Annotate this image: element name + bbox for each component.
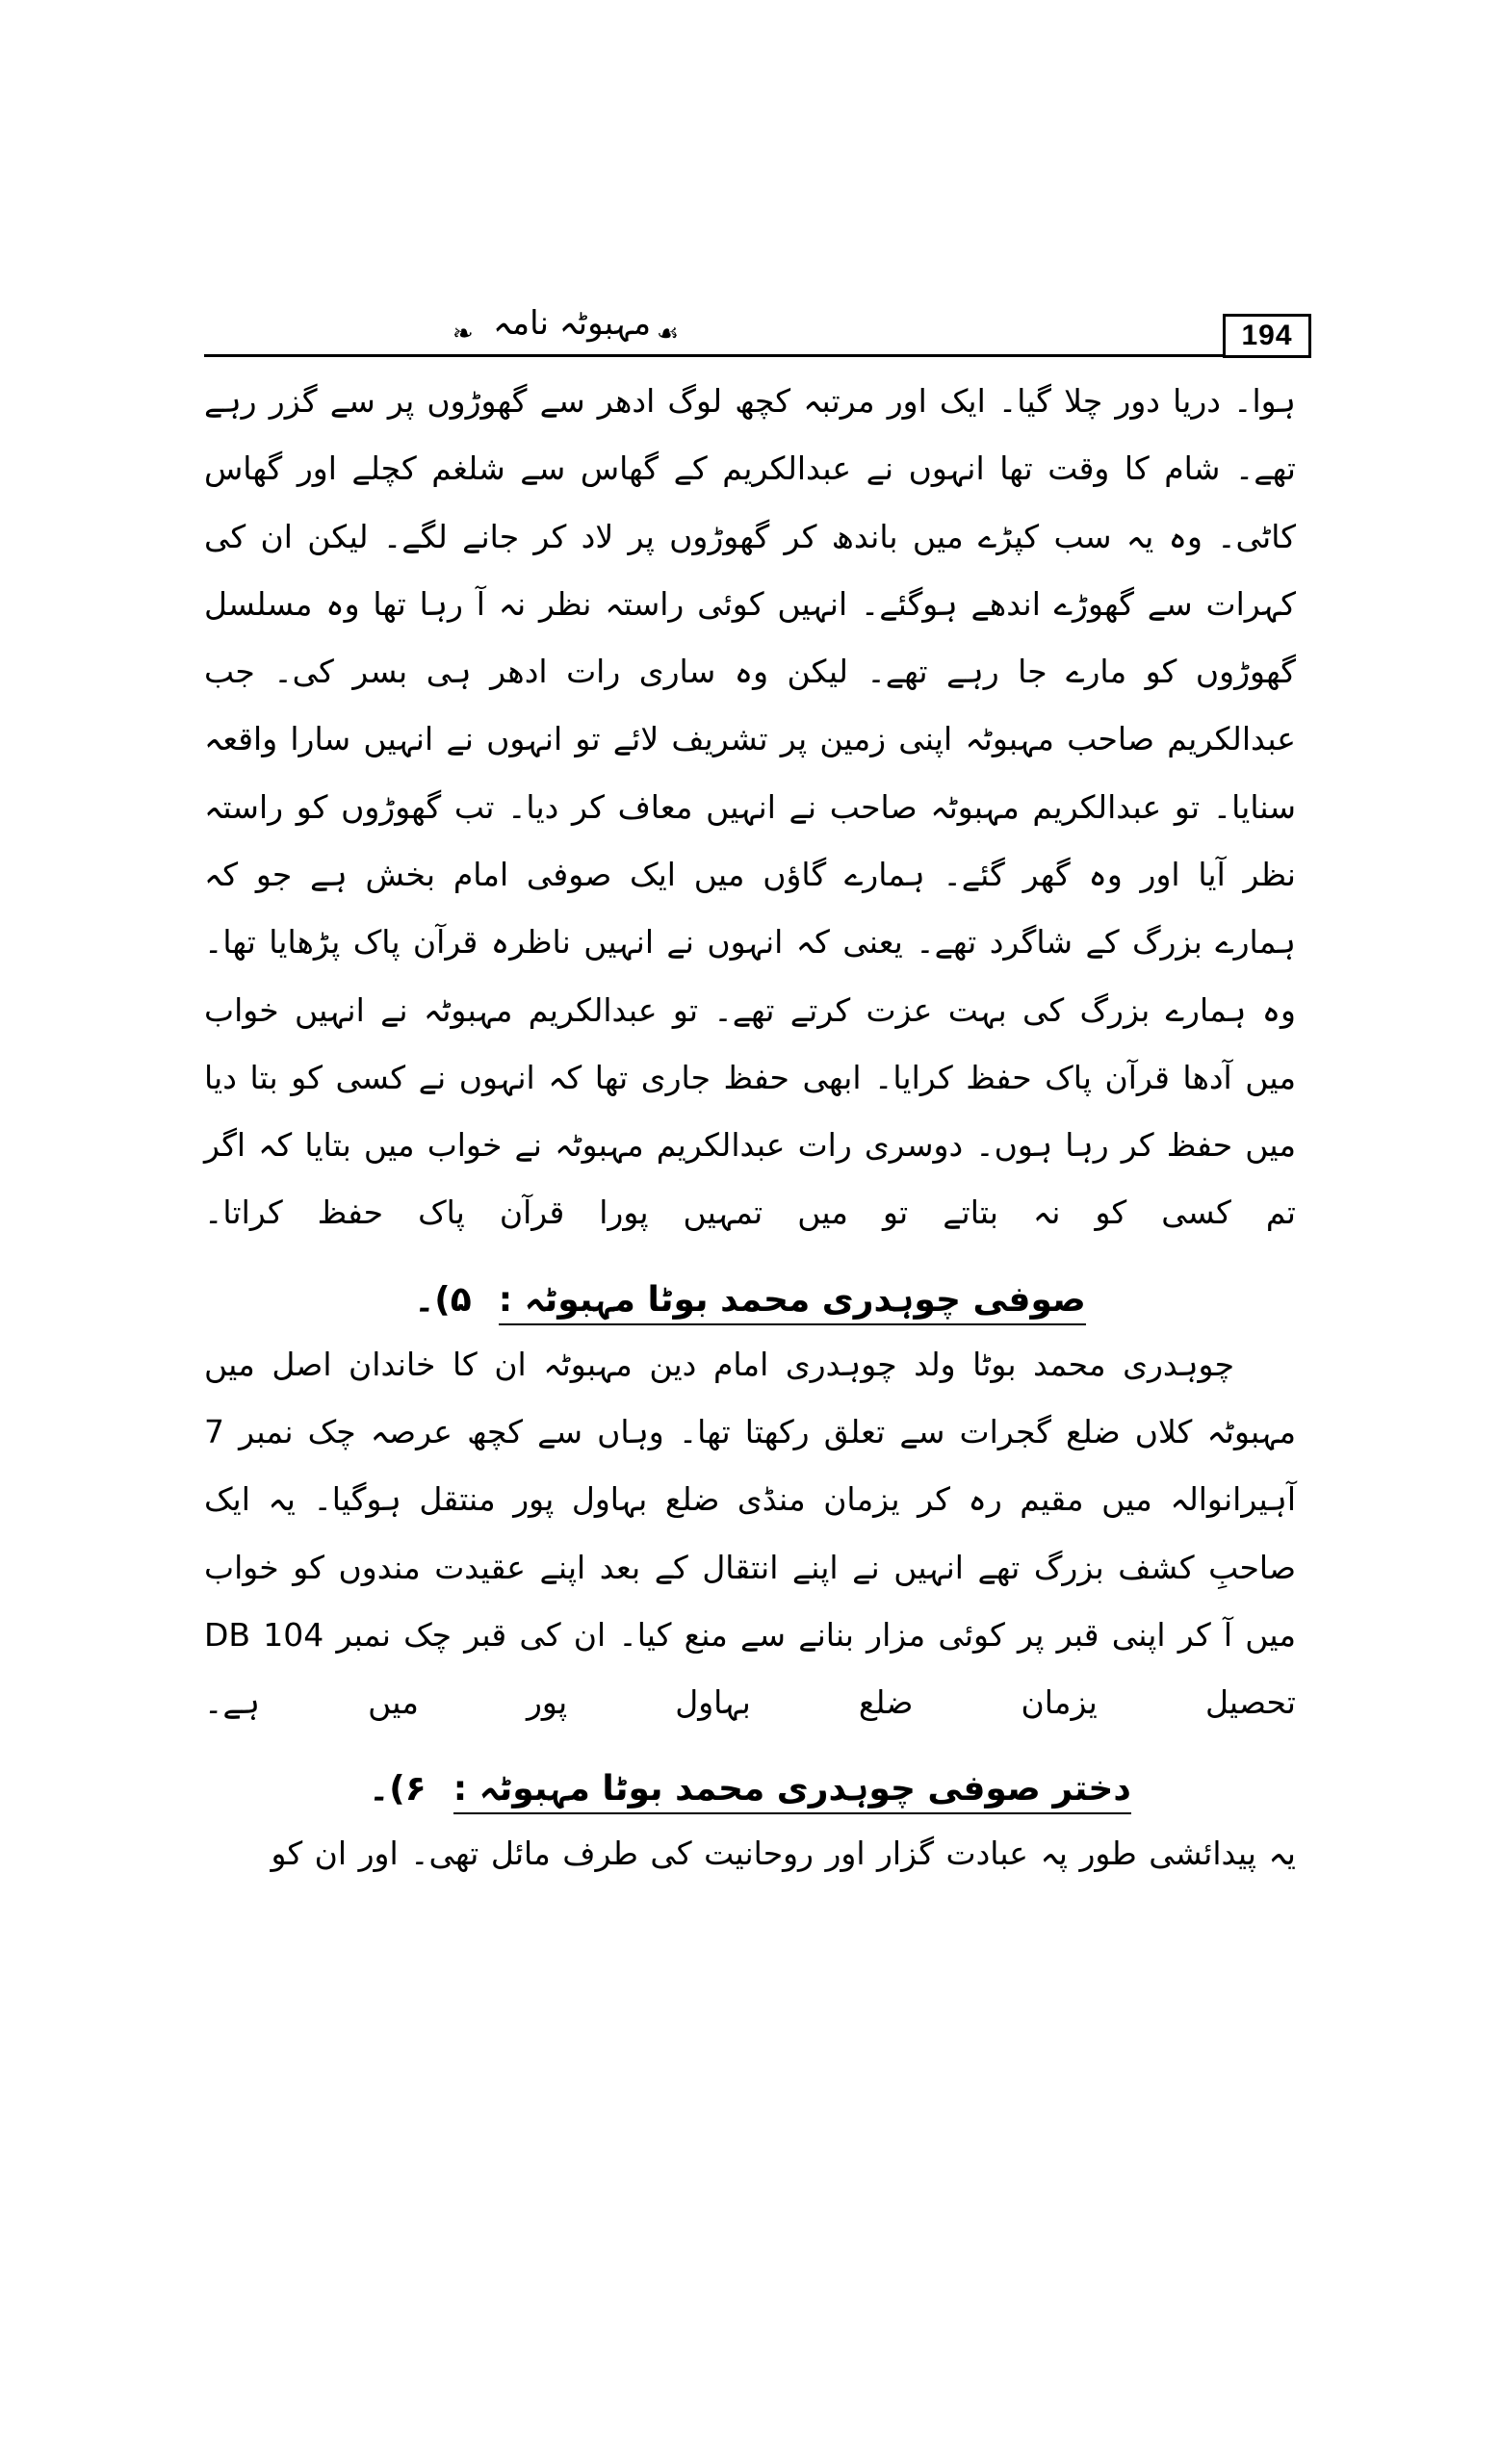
header-divider [204, 354, 1223, 357]
section-heading-6 [204, 1769, 1296, 1814]
section-heading-5 [204, 1280, 1296, 1325]
paragraph-section-6: یہ پیدائشی طور پہ عبادت گزار اور روحانیت کی طرف مائل تھی۔ اور ان کو [271, 1835, 1296, 1873]
section-heading-5-number: ۵)۔ [414, 1279, 472, 1320]
page-number-box [1223, 314, 1311, 358]
flourish-left-icon: ❧ [453, 320, 474, 348]
section-heading-5-text: صوفی چوہدری محمد بوٹا مہبوٹہ : [499, 1280, 1086, 1325]
flourish-right-icon: ☙ [657, 320, 680, 348]
page-header [204, 306, 1311, 364]
page-content [204, 368, 1296, 1888]
paragraph-section-5: چوہدری محمد بوٹا ولد چوہدری امام دین مہبوٹہ ان کا خاندان اصل میں مہبوٹہ کلاں ضلع گجرات سے تعلق رکھتا تھا۔ وہاں سے کچھ عرصہ چک نمبر 7 آہیرانوالہ میں مقیم رہ کر یزمان منڈی ضلع بہاول پور منتقل ہوگیا۔ یہ ایک صاحبِ کشف بزرگ تھے انہیں نے اپنے انتقال کے بعد اپنے عقیدت مندوں کو خواب میں آ کر اپنی قبر پر کوئی مزار بنانے سے منع کیا۔ ان کی قبر چک نمبر DB 104 تحصیل یزمان ضلع بہاول پور میں ہے۔ [204, 1345, 1297, 1722]
book-title: مہبوٹہ نامہ [493, 304, 652, 343]
paragraph-main-story: ہوا۔ دریا دور چلا گیا۔ ایک اور مرتبہ کچھ لوگ ادھر سے گھوڑوں پر سے گزر رہے تھے۔ شام کا وقت تھا انہوں نے عبدالکریم کے گھاس سے شلغم کچلے اور گھاس کاٹی۔ وہ یہ سب کپڑے میں باندھ کر گھوڑوں پر لاد کر جانے لگے۔ لیکن ان کی کہرات سے گھوڑے اندھے ہوگئے۔ انہیں کوئی راستہ نظر نہ آ رہا تھا وہ مسلسل گھوڑوں کو مارے جا رہے تھے۔ لیکن وہ ساری رات ادھر ہی بسر کی۔ جب عبدالکریم صاحب مہبوٹہ اپنی زمین پر تشریف لائے تو انہوں نے انہیں سارا واقعہ سنایا۔ تو عبدالکریم مہبوٹہ صاحب نے انہیں معاف کر دیا۔ تب گھوڑوں کو راستہ نظر آیا اور وہ گھر گئے۔ ہمارے گاؤں میں ایک صوفی امام بخش ہے جو کہ ہمارے بزرگ کے شاگرد تھے۔ یعنی کہ انہوں نے انہیں ناظرہ قرآن پاک پڑھایا تھا۔ وہ ہمارے بزرگ کی بہت عزت کرتے تھے۔ تو عبدالکریم مہبوٹہ نے انہیں خواب میں آدھا قرآن پاک حفظ کرایا۔ ابھی حفظ جاری تھا کہ انہوں نے کسی کو بتا دیا میں حفظ کر رہا ہوں۔ دوسری رات عبدالکریم مہبوٹہ نے خواب میں بتایا کہ اگر تم کسی کو نہ بتاتے تو میں تمہیں پورا قرآن پاک حفظ کراتا۔ [204, 382, 1296, 1232]
page-number: 194 [1241, 320, 1293, 351]
section-heading-6-number: ۶)۔ [369, 1769, 427, 1810]
section-heading-6-text: دختر صوفی چوہدری محمد بوٹا مہبوٹہ : [453, 1769, 1131, 1814]
